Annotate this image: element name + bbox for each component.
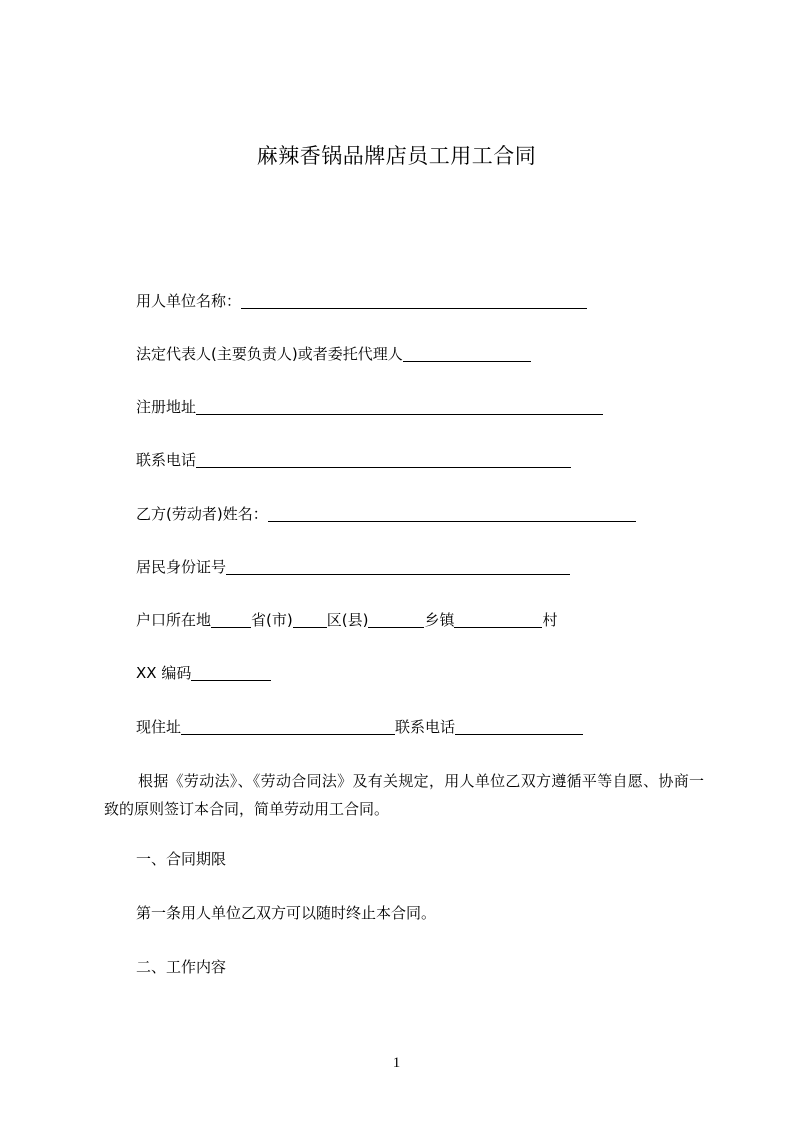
worker-name-label: 乙方(劳动者)姓名： (136, 505, 268, 523)
code-line (136, 664, 271, 682)
legal-rep-line (136, 345, 531, 363)
province-blank[interactable] (211, 612, 251, 628)
section1-heading: 一、合同期限 (136, 850, 227, 868)
page-number: 1 (392, 1055, 401, 1071)
town-blank[interactable] (368, 612, 424, 628)
id-number-line (136, 558, 570, 576)
current-phone-blank[interactable] (455, 719, 583, 735)
code-blank[interactable] (191, 665, 271, 681)
worker-name-line (136, 505, 636, 523)
village-blank[interactable] (454, 612, 542, 628)
employer-name-blank[interactable] (241, 293, 587, 309)
article1-line (136, 904, 436, 922)
code-label: XX 编码 (136, 664, 192, 682)
id-number-label: 居民身份证号 (136, 558, 227, 576)
current-address-line (136, 718, 583, 736)
article1-text: 第一条用人单位乙双方可以随时终止本合同。 (136, 904, 437, 922)
household-line (136, 611, 557, 629)
legal-rep-label: 法定代表人(主要负责人)或者委托代理人 (136, 345, 403, 363)
district-blank[interactable] (293, 612, 327, 628)
current-phone-label: 联系电话 (395, 718, 456, 736)
town-label: 乡镇 (424, 611, 455, 629)
id-number-blank[interactable] (226, 559, 570, 575)
section2-heading: 二、工作内容 (136, 958, 227, 976)
section1-heading-line (136, 850, 226, 868)
legal-rep-blank[interactable] (403, 346, 531, 362)
province-label: 省(市) (251, 611, 293, 629)
district-label: 区(县) (326, 611, 369, 629)
worker-name-blank[interactable] (268, 506, 636, 522)
reg-address-line (136, 398, 603, 416)
section2-heading-line (136, 958, 226, 976)
contact-phone-line (136, 451, 571, 469)
employer-name-label: 用人单位名称： (136, 292, 242, 310)
current-address-blank[interactable] (181, 719, 395, 735)
reg-address-label: 注册地址 (136, 398, 197, 416)
reg-address-blank[interactable] (196, 399, 603, 415)
employer-name-line (136, 292, 587, 310)
preamble-paragraph: 根据《劳动法》、《劳动合同法》及有关规定，用人单位乙双方遵循平等自愿、协商一致的原则签订本合同，简单劳动用工合同。 (104, 772, 704, 818)
current-address-label: 现住址 (136, 718, 182, 736)
contact-phone-blank[interactable] (196, 452, 571, 468)
contact-phone-label: 联系电话 (136, 451, 197, 469)
household-label: 户口所在地 (136, 611, 212, 629)
village-label: 村 (542, 611, 558, 629)
contract-title: 麻辣香锅品牌店员工用工合同 (256, 144, 537, 168)
